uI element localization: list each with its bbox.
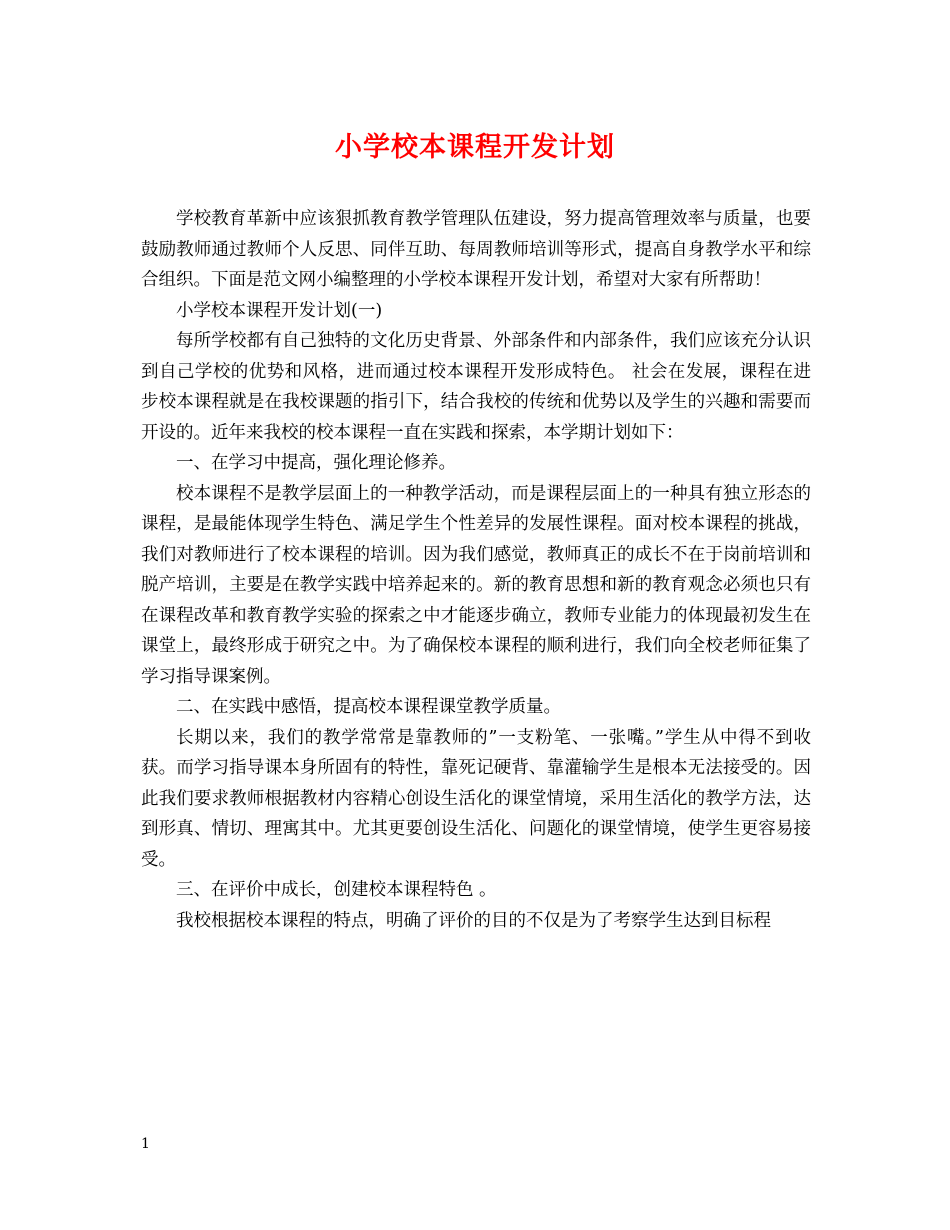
section-heading-one: 一、在学习中提高，强化理论修养。 (176, 453, 456, 473)
intro-paragraph: 学校教育革新中应该狠抓教育教学管理队伍建设，努力提高管理效率与质量，也要鼓励教师通过教师个人反思、同伴互助、每周教师培训等形式，提高自身教学水平和综合组织。下面是范文网小编整理的小学校本课程开发计划，希望对大家有所帮助！ (141, 209, 811, 290)
body-paragraph: 校本课程不是教学层面上的一种教学活动，而是课程层面上的一种具有独立形态的课程，是最能体现学生特色、满足学生个性差异的发展性课程。面对校本课程的挑战，我们对教师进行了校本课程的培训。因为我们感觉，教师真正的成长不在于岗前培训和脱产培训，主要是在教学实践中培养起来的。新的教育思想和新的教育观念必须也只有在课程改革和教育教学实验的探索之中才能逐步确立，教师专业能力的体现最初发生在课堂上，最终形成于研究之中。为了确保校本课程的顺利进行，我们向全校老师征集了学习指导课案例。 (141, 483, 811, 687)
section-heading-two: 二、在实践中感悟，提高校本课程课堂教学质量。 (176, 697, 561, 717)
section-heading-plan-one: 小学校本课程开发计划(一) (176, 300, 383, 321)
body-paragraph: 我校根据校本课程的特点，明确了评价的目的不仅是为了考察学生达到目标程 (176, 910, 771, 931)
section-heading-three: 三、在评价中成长，创建校本课程特色 。 (176, 880, 497, 900)
body-paragraph: 长期以来，我们的教学常常是靠教师的”一支粉笔、一张嘴。”学生从中得不到收获。而学习指导课本身所固有的特性，靠死记硬背、靠灌输学生是根本无法接受的。因此我们要求教师根据教材内容精心创设生活化的课堂情境，采用生活化的教学方法，达到形真、情切、理寓其中。尤其更要创设生活化、问题化的课堂情境，使学生更容易接受。 (141, 727, 811, 870)
body-paragraph: 每所学校都有自己独特的文化历史背景、外部条件和内部条件，我们应该充分认识到自己学校的优势和风格，进而通过校本课程开发形成特色。 社会在发展，课程在进步校本课程就是在我校课题的指引下，结合我校的传统和优势以及学生的兴趣和需要而开设的。近年来我校的校本课程一直在实践和探索，本学期计划如下： (141, 331, 811, 443)
document-body (141, 204, 811, 936)
page-number: 1 (141, 1136, 150, 1152)
document-title: 小学校本课程开发计划 (335, 132, 615, 163)
